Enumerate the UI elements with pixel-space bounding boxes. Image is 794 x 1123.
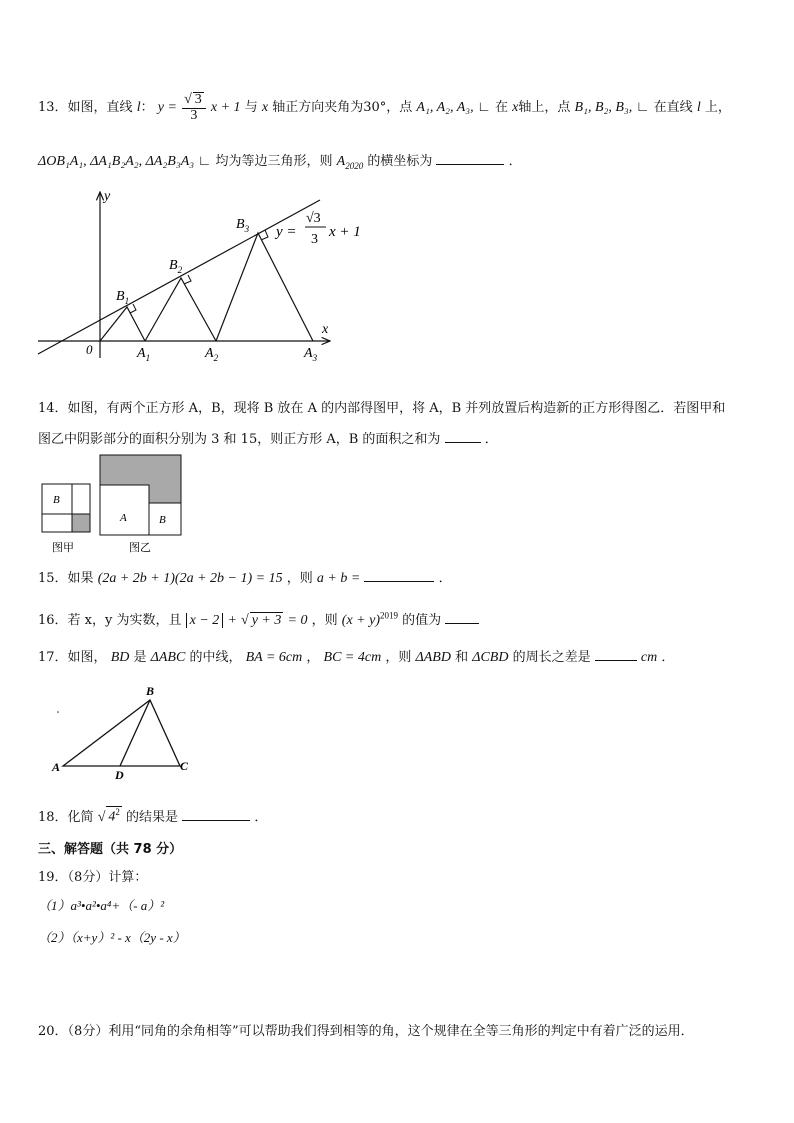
question-13-line-1: 13．如图，直线 l： y = $\frac{√ 3}{3}$ x + 1 与 x 轴正方向夹角为30°，点 A₁, A₂, A₃, ∟ 在 x轴上，点 B₁, B₂, B₃, ∟ 在直线 l 上， <box>38 92 731 123</box>
shaded-region-fig-a <box>72 514 90 532</box>
label-B-fig-b: B <box>159 514 166 526</box>
question-18: 18．化简 √ $4^2$ 的结果是 ． <box>38 807 268 825</box>
absolute-value-expression: x − 2 <box>186 613 224 628</box>
answer-blank-15[interactable] <box>364 569 434 582</box>
label-D: D <box>115 768 124 782</box>
figure-equation-lhs: y = <box>276 224 297 240</box>
right-angle-mark-B1 <box>130 304 136 313</box>
label-A: A <box>52 760 61 774</box>
answer-blank-13[interactable] <box>436 152 504 165</box>
label-y: y <box>104 189 111 204</box>
caption-fig-a: 图甲 <box>52 541 74 554</box>
section-heading-3: 三、解答题（共 78 分） <box>38 842 183 857</box>
question-19-part-2: （2）（x+y）² - x（2y - x） <box>38 930 186 945</box>
right-angle-mark-B2 <box>184 275 191 284</box>
label-origin: 0 <box>86 342 93 357</box>
label-B2: $B_2$ <box>169 258 183 275</box>
figure-equation-rhs: x + 1 <box>329 224 361 240</box>
label-B-fig-a: B <box>53 494 60 506</box>
sqrt-expression: y + 3 <box>251 613 282 628</box>
median-BD <box>120 700 150 766</box>
question-19-part-1: （1）a³•a²•a⁴+（- a）² <box>38 898 165 913</box>
label-A2: $A_2$ <box>205 346 219 363</box>
question-14-line-2: 图乙中阴影部分的面积分别为 3 和 15，则正方形 A，B 的面积之和为 ． <box>38 432 498 447</box>
question-19-heading: 19．（8分）计算： <box>38 870 148 885</box>
label-x: x <box>322 322 329 337</box>
figure-13-coordinate-diagram <box>30 180 375 365</box>
question-20: 20．（8分）利用“同角的余角相等”可以帮助我们得到相等的角，这个规律在全等三角形的判定中有着广泛的运用． <box>38 1024 694 1039</box>
label-A3: $A_3$ <box>304 346 318 363</box>
question-15: 15．如果 (2a + 2b + 1)(2a + 2b − 1) = 15 ，则 a + b = ． <box>38 571 452 586</box>
question-16: 16．若 x，y 为实数，且 x − 2 + √ y + 3 = 0 ，则 $(x + y)^{2019}$ 的值为 <box>38 609 479 629</box>
question-17: 17．如图， BD 是 ΔABC 的中线， BA = 6cm ， BC = 4cm ，则 ΔABD 和 ΔCBD 的周长之差是 cm ． <box>38 650 675 665</box>
label-C: C <box>180 759 189 773</box>
triangle-OB1A1 <box>100 307 145 341</box>
answer-blank-17[interactable] <box>595 648 637 661</box>
label-A-fig-b: A <box>120 512 127 524</box>
figure-14-squares <box>38 453 186 556</box>
question-14-line-1: 14．如图，有两个正方形 A，B，现将 B 放在 A 的内部得图甲，将 A，B 并列放置后构造新的正方形得图乙．若图甲和 <box>38 401 726 416</box>
answer-blank-16[interactable] <box>445 611 479 624</box>
figure-equation-numerator: √3 <box>306 211 321 226</box>
label-B1: $B_1$ <box>116 289 130 306</box>
square-A-in-fig-b <box>100 485 149 535</box>
triangle-A1B2A2 <box>145 278 216 341</box>
fraction-sqrt3-over-3: $\frac{√ 3}{3}$ <box>182 92 206 123</box>
triangle-ABC <box>63 700 180 766</box>
answer-blank-18[interactable] <box>182 808 250 821</box>
label-B3: $B_3$ <box>236 217 250 234</box>
figure-equation-denominator: 3 <box>311 232 318 247</box>
label-A1: $A_1$ <box>137 346 151 363</box>
question-13-line-2: ΔOB₁A₁, ΔA₁B₂A₂, ΔA₂B₃A₃ ∟ 均为等边三角形，则 $A_{2020}$ 的横坐标为 ． <box>38 154 522 171</box>
answer-blank-14[interactable] <box>445 430 481 443</box>
figure-17-triangle <box>50 682 200 782</box>
caption-fig-b: 图乙 <box>129 541 151 554</box>
sqrt-4-squared: $4^2$ <box>108 807 120 825</box>
label-B: B <box>146 684 155 698</box>
